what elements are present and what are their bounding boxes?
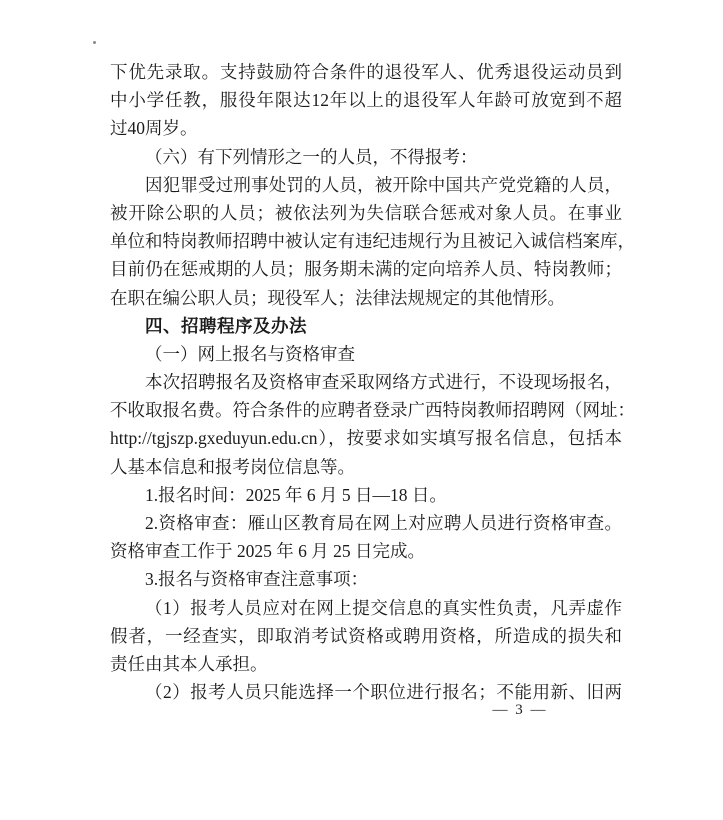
text-line: 下优先录取。支持鼓励符合条件的退役军人、优秀退役运动员到 [110, 62, 622, 82]
text-line: 在职在编公职人员；现役军人；法律法规规定的其他情形。 [110, 287, 565, 308]
text-line: 目前仍在惩戒期的人员；服务期未满的定向培养人员、特岗教师； [110, 259, 622, 280]
text-line: 不收取报名费。符合条件的应聘者登录广西特岗教师招聘网（网址： [110, 400, 635, 421]
text-line: 3.报名与资格审查注意事项： [145, 569, 369, 590]
text-line: 责任由其本人承担。 [110, 653, 268, 674]
section-heading-line: 四、招聘程序及办法 [145, 315, 307, 336]
text-line: 本次招聘报名及资格审查采取网络方式进行，不设现场报名， [145, 372, 622, 393]
text-line: 人基本信息和报考岗位信息等。 [110, 456, 355, 477]
text-line: 中小学任教，服役年限达12年以上的退役军人年龄可放宽到不超 [110, 90, 622, 111]
text-line: 资格审查工作于 2025 年 6 月 25 日完成。 [110, 541, 425, 562]
text-line: （一）网上报名与资格审查 [145, 343, 355, 364]
text-line: 2.资格审查：雁山区教育局在网上对应聘人员进行资格审查。 [145, 513, 622, 533]
text-line: 假者，一经查实，即取消考试资格或聘用资格，所造成的损失和 [110, 625, 622, 646]
text-line: http://tgjszp.gxeduyun.edu.cn），按要求如实填写报名信息，包括本 [110, 428, 622, 449]
text-line: （六）有下列情形之一的人员，不得报考： [145, 146, 478, 167]
document-text-block [110, 58, 635, 706]
text-line: 被开除公职的人员；被依法列为失信联合惩戒对象人员。在事业 [110, 202, 622, 223]
text-line: 单位和特岗教师招聘中被认定有违纪违规行为且被记入诚信档案库， [110, 231, 635, 252]
scan-artifact-speck [93, 41, 96, 44]
text-line: 过40周岁。 [110, 118, 198, 139]
page-number: — 3 — [492, 702, 548, 718]
text-line: （1）报考人员应对在网上提交信息的真实性负责，凡弄虚作 [145, 597, 622, 618]
text-line: （2）报考人员只能选择一个职位进行报名；不能用新、旧两 [145, 682, 622, 703]
text-line: 1.报名时间：2025 年 6 月 5 日—18 日。 [145, 484, 447, 505]
text-line: 因犯罪受过刑事处罚的人员，被开除中国共产党党籍的人员， [145, 174, 622, 195]
